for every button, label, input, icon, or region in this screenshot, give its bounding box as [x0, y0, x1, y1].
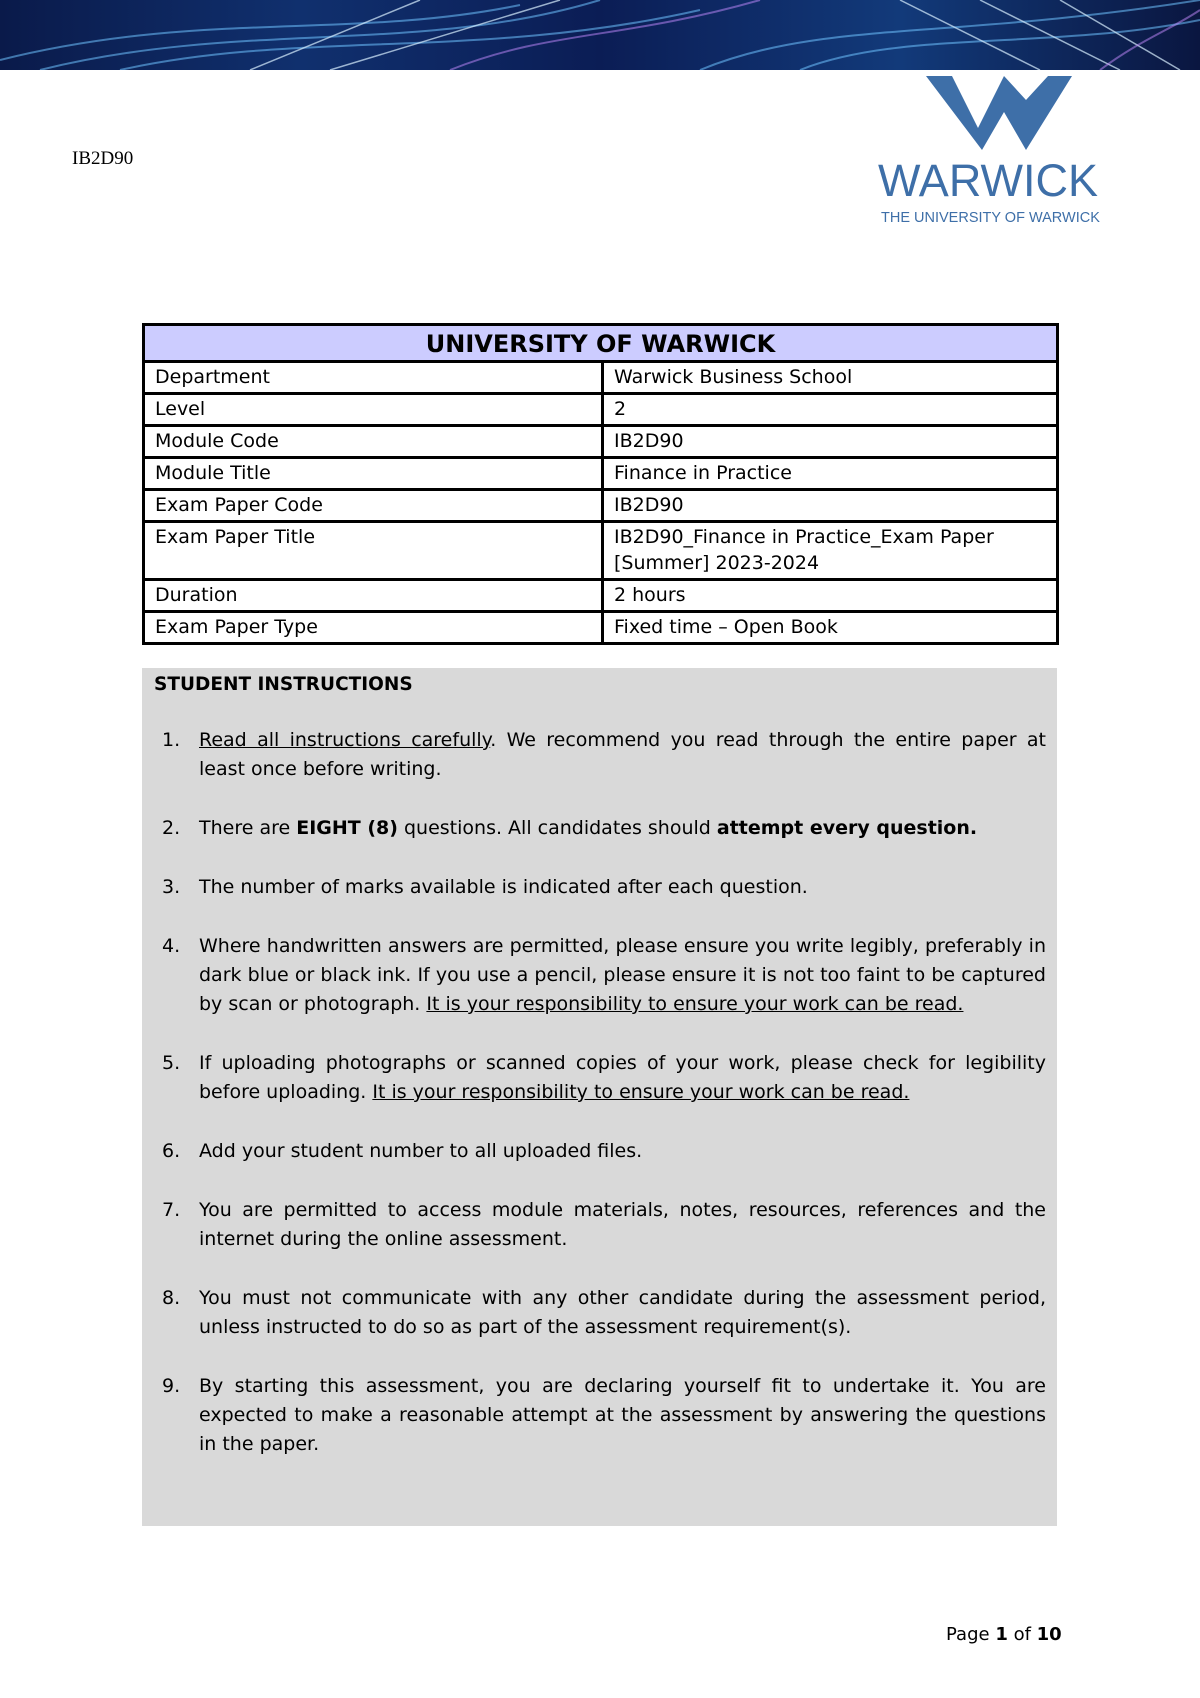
header-paper-code: IB2D90: [72, 148, 134, 169]
exam-info-table: [142, 323, 1059, 645]
row-value-module-title: Finance in Practice: [603, 458, 1058, 490]
instructions-list: [154, 726, 1046, 1489]
item-number: 4.: [162, 935, 181, 957]
item-text: Add your student number to all uploaded files.: [199, 1140, 643, 1162]
table-title: UNIVERSITY OF WARWICK: [144, 325, 1058, 362]
university-logo: [878, 72, 1123, 232]
item-text: You are permitted to access module materials, notes, resources, references and the internet during the online assessment.: [199, 1199, 1046, 1250]
item-underlined-text: It is your responsibility to ensure your work can be read.: [372, 1081, 910, 1103]
item-text: Where handwritten answers are permitted, please ensure you write legibly, preferably in dark blue or black ink. If you use a pencil, please ensure it is not too faint to be captured by scan or photograph.: [199, 935, 1046, 1015]
page-prefix: Page: [946, 1624, 996, 1645]
item-bold-text: attempt every question.: [716, 817, 978, 839]
item-underlined-text: It is your responsibility to ensure your work can be read.: [426, 993, 964, 1015]
row-value-exam-paper-type: Fixed time – Open Book: [603, 612, 1058, 644]
item-number: 6.: [162, 1140, 181, 1162]
list-item: [154, 1137, 1046, 1166]
item-text: . We recommend you read through the entire paper at least once before writing.: [199, 729, 1046, 780]
list-item: [154, 726, 1046, 784]
table-row: [144, 612, 1058, 644]
item-bold-text: EIGHT (8): [296, 817, 398, 839]
logo-wordmark: WARWICK: [878, 155, 1098, 206]
table-row: [144, 490, 1058, 522]
item-text: You must not communicate with any other candidate during the assessment period, unless instructed to do so as part of the assessment requirement(s).: [199, 1287, 1046, 1338]
item-number: 9.: [162, 1375, 181, 1397]
list-item: [154, 1284, 1046, 1342]
item-underlined-text: Read all instructions carefully: [199, 729, 491, 751]
table-row: [144, 362, 1058, 394]
row-label-level: Level: [144, 394, 603, 426]
table-row: [144, 580, 1058, 612]
instructions-heading: STUDENT INSTRUCTIONS: [154, 674, 413, 695]
item-text: The number of marks available is indicated after each question.: [199, 876, 808, 898]
table-row: [144, 394, 1058, 426]
table-row: [144, 522, 1058, 580]
row-value-level: 2: [603, 394, 1058, 426]
page-of: of: [1007, 1624, 1037, 1645]
row-label-module-code: Module Code: [144, 426, 603, 458]
row-label-exam-paper-type: Exam Paper Type: [144, 612, 603, 644]
row-label-department: Department: [144, 362, 603, 394]
page-number: [946, 1624, 1062, 1645]
exam-paper-title-line2: [Summer] 2023-2024: [614, 552, 820, 574]
row-value-duration: 2 hours: [603, 580, 1058, 612]
abstract-light-streaks-banner: [0, 0, 1200, 70]
row-label-duration: Duration: [144, 580, 603, 612]
row-label-exam-paper-title: Exam Paper Title: [144, 522, 603, 580]
list-item: [154, 873, 1046, 902]
warwick-w-mark-icon: [926, 72, 1076, 152]
logo-subtitle: THE UNIVERSITY OF WARWICK: [881, 210, 1100, 226]
list-item: [154, 1196, 1046, 1254]
list-item: [154, 1372, 1046, 1459]
table-title-row: [144, 325, 1058, 362]
item-text: There are: [199, 817, 297, 839]
row-value-module-code: IB2D90: [603, 426, 1058, 458]
row-label-module-title: Module Title: [144, 458, 603, 490]
header-banner: [0, 0, 1200, 70]
table-row: [144, 458, 1058, 490]
item-number: 3.: [162, 876, 181, 898]
list-item: [154, 1049, 1046, 1107]
table-row: [144, 426, 1058, 458]
row-value-department: Warwick Business School: [603, 362, 1058, 394]
page-current: 1: [995, 1624, 1008, 1645]
item-text: questions. All candidates should: [397, 817, 717, 839]
item-text: If uploading photographs or scanned copies of your work, please check for legibility before uploading.: [199, 1052, 1046, 1103]
exam-paper-title-line1: IB2D90_Finance in Practice_Exam Paper: [614, 526, 994, 548]
item-number: 2.: [162, 817, 181, 839]
list-item: [154, 932, 1046, 1019]
item-number: 8.: [162, 1287, 181, 1309]
item-number: 7.: [162, 1199, 181, 1221]
page-total: 10: [1036, 1624, 1062, 1645]
row-value-exam-paper-title: [603, 522, 1058, 580]
item-number: 1.: [162, 729, 181, 751]
item-number: 5.: [162, 1052, 181, 1074]
list-item: [154, 814, 1046, 843]
student-instructions-box: [142, 668, 1057, 1526]
row-value-exam-paper-code: IB2D90: [603, 490, 1058, 522]
item-text: By starting this assessment, you are declaring yourself fit to undertake it. You are expected to make a reasonable attempt at the assessment by answering the questions in the paper.: [199, 1375, 1046, 1455]
row-label-exam-paper-code: Exam Paper Code: [144, 490, 603, 522]
